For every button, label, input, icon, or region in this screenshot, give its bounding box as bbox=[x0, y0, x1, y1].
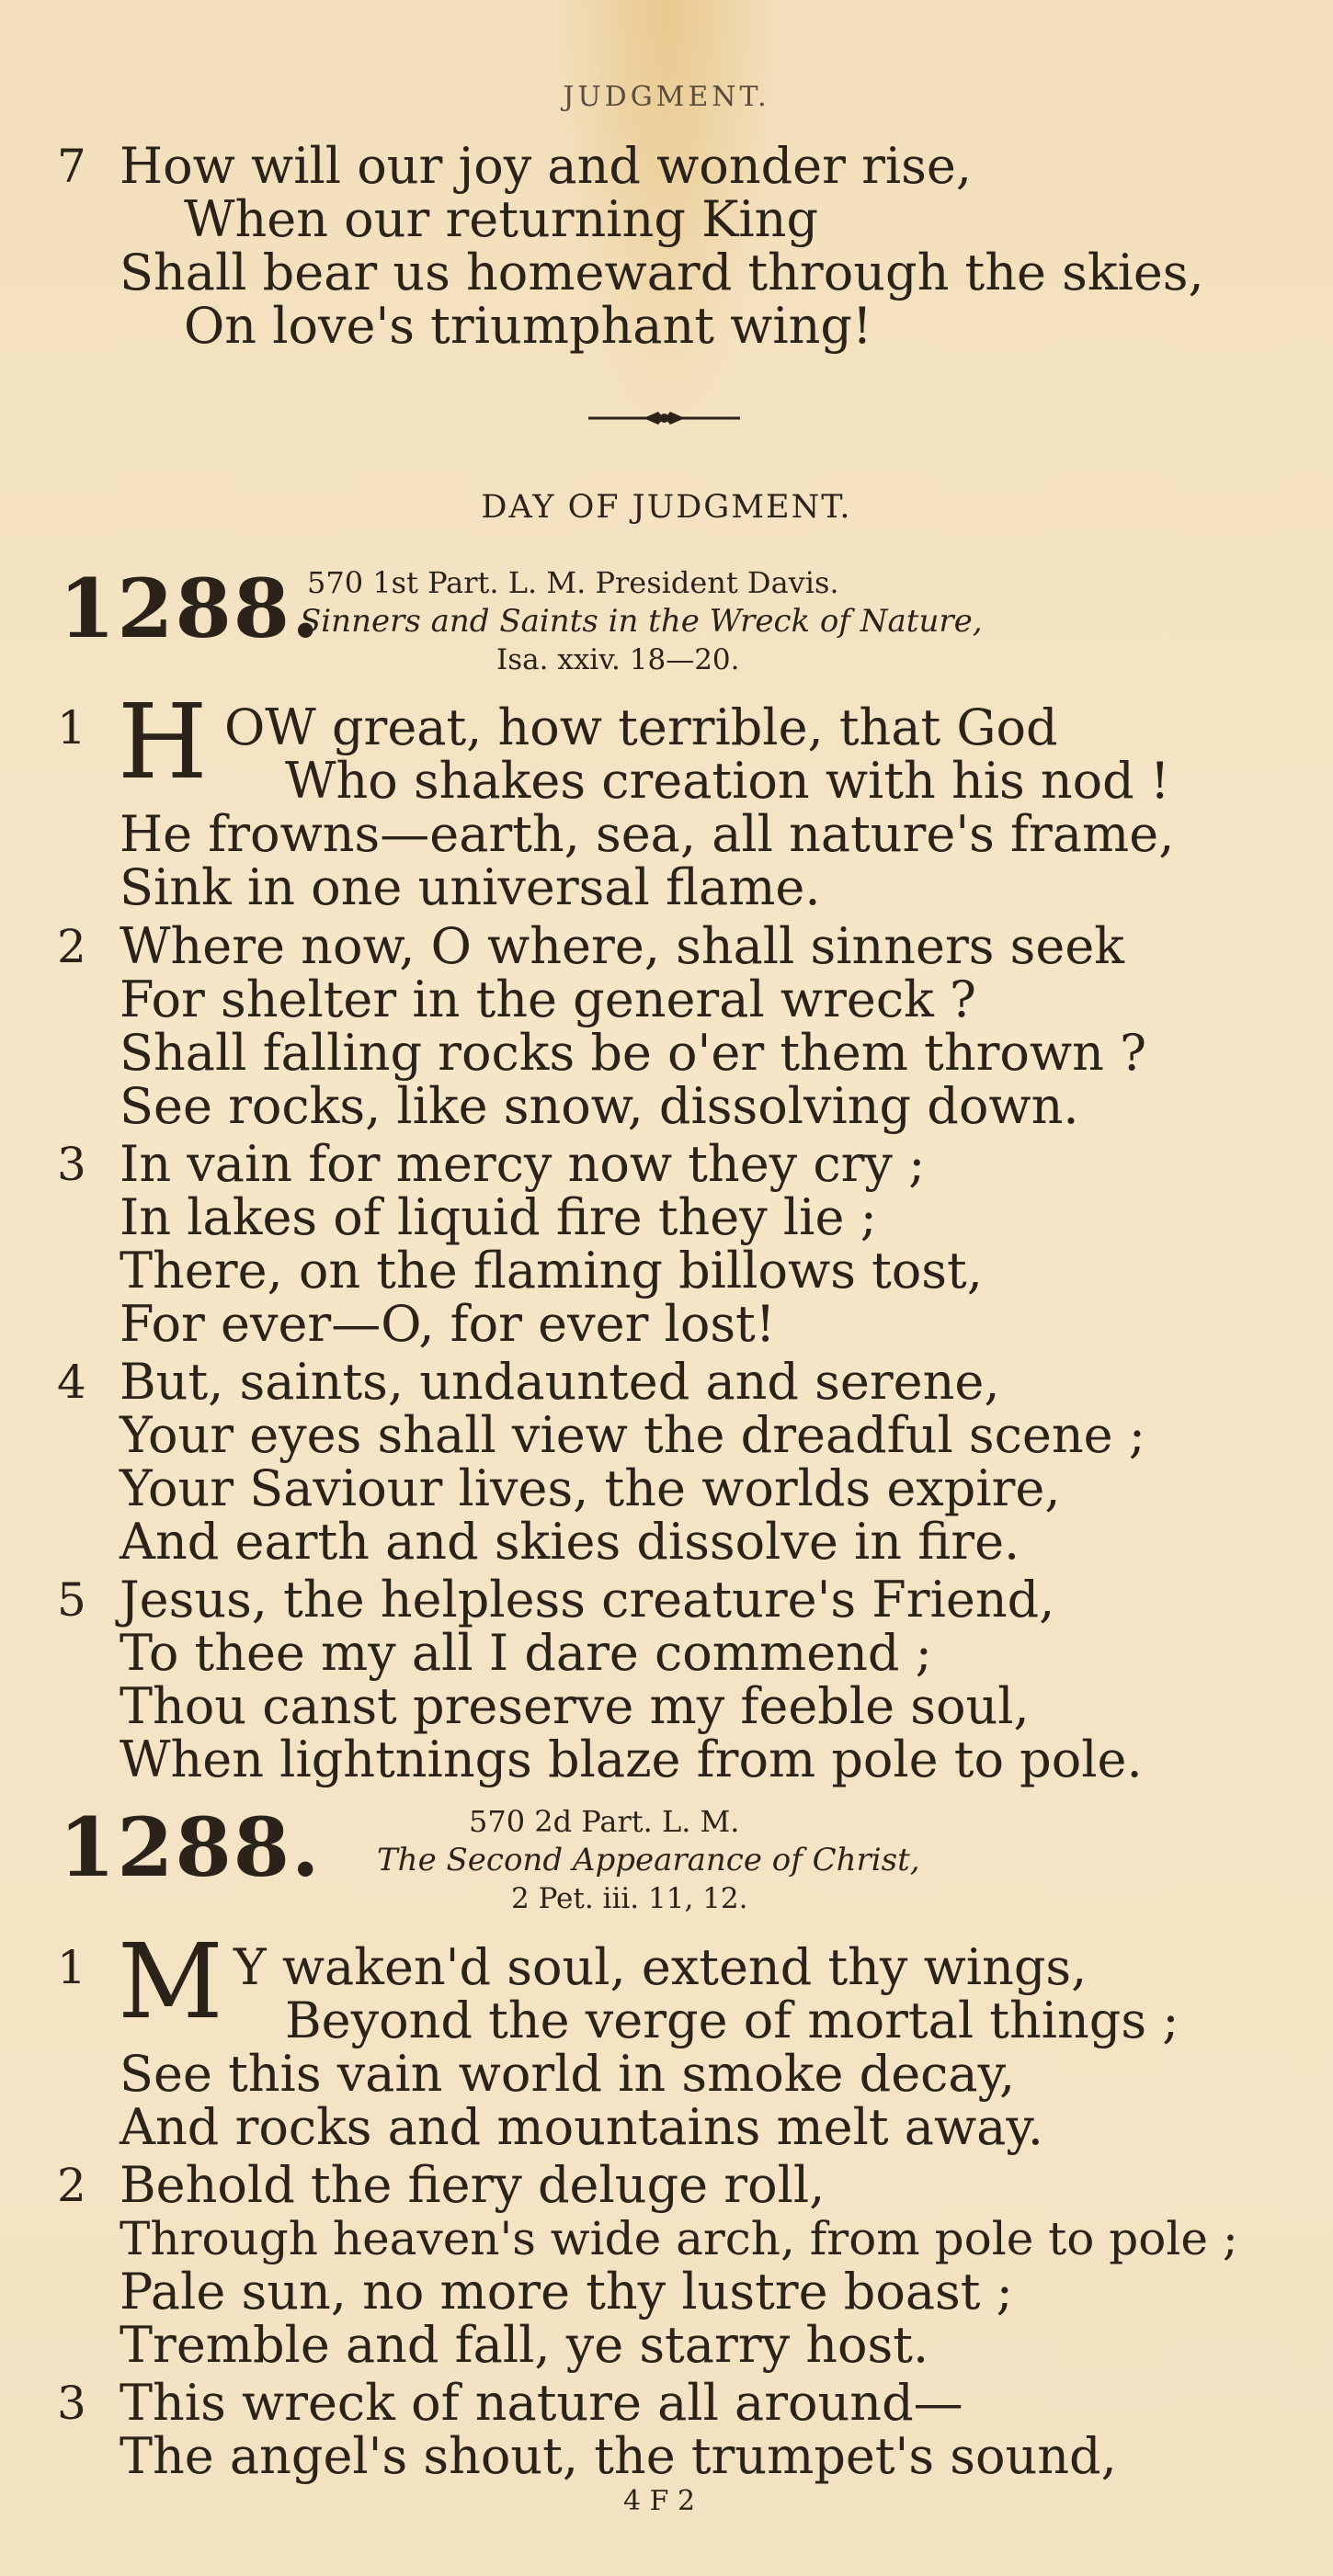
verse-line: In lakes of liquid fire they lie ; bbox=[120, 1188, 877, 1246]
section-title: DAY OF JUDGMENT. bbox=[481, 489, 852, 526]
verse-number: 5 bbox=[57, 1573, 86, 1627]
verse-line: Beyond the verge of mortal things ; bbox=[285, 1992, 1179, 2049]
verse-line: How will our joy and wonder rise, bbox=[120, 137, 973, 195]
verse-line: And earth and skies dissolve in fire. bbox=[120, 1513, 1020, 1571]
verse-line: This wreck of nature all around— bbox=[120, 2374, 963, 2432]
verse-line: For shelter in the general wreck ? bbox=[120, 970, 976, 1028]
verse-line: Tremble and fall, ye starry host. bbox=[120, 2316, 929, 2374]
drop-cap: H bbox=[118, 683, 208, 802]
verse-line: Thou canst preserve my feeble soul, bbox=[120, 1677, 1030, 1735]
printer-signature: 4 F 2 bbox=[623, 2485, 696, 2517]
hymn-scripture: Isa. xxiv. 18—20. bbox=[496, 643, 740, 676]
verse-number: 7 bbox=[57, 140, 86, 193]
verse-number: 4 bbox=[57, 1356, 86, 1409]
ornament-divider bbox=[588, 408, 740, 428]
verse-line: For ever—O, for ever lost! bbox=[120, 1295, 776, 1353]
verse-line: And rocks and mountains melt away. bbox=[120, 2098, 1043, 2156]
verse-line: In vain for mercy now they cry ; bbox=[120, 1135, 926, 1193]
verse-line: But, saints, undaunted and serene, bbox=[120, 1353, 1000, 1411]
hymn-scripture: 2 Pet. iii. 11, 12. bbox=[511, 1882, 748, 1915]
verse-line: Sink in one universal flame. bbox=[120, 858, 821, 916]
running-head: JUDGMENT. bbox=[563, 81, 770, 113]
verse-line: Through heaven's wide arch, from pole to pole ; bbox=[120, 2212, 1238, 2265]
verse-number: 2 bbox=[57, 920, 86, 973]
verse-line: Who shakes creation with his nod ! bbox=[285, 752, 1170, 810]
hymn-meta: 570 2d Part. L. M. bbox=[469, 1804, 740, 1839]
verse-line: See this vain world in smoke decay, bbox=[120, 2045, 1016, 2103]
verse-line: Shall bear us homeward through the skies, bbox=[120, 244, 1204, 301]
hymn-number: 1288. bbox=[59, 1799, 322, 1895]
drop-cap: M bbox=[118, 1923, 223, 2042]
hymn-number: 1288. bbox=[59, 561, 322, 656]
verse-line: Behold the fiery deluge roll, bbox=[120, 2156, 826, 2214]
verse-line: Pale sun, no more thy lustre boast ; bbox=[120, 2263, 1013, 2321]
verse-line: Where now, O where, shall sinners seek bbox=[120, 917, 1125, 975]
verse-line: He frowns—earth, sea, all nature's frame, bbox=[120, 805, 1175, 863]
verse-line: To thee my all I dare commend ; bbox=[120, 1624, 932, 1682]
verse-line: There, on the flaming billows tost, bbox=[120, 1242, 983, 1299]
hymn-meta: 570 1st Part. L. M. President Davis. bbox=[307, 565, 839, 600]
verse-line: When our returning King bbox=[184, 190, 819, 248]
verse-number: 3 bbox=[57, 1138, 86, 1191]
hymn-subtitle: Sinners and Saints in the Wreck of Nature, bbox=[300, 603, 983, 640]
verse-line: Your eyes shall view the dreadful scene ; bbox=[120, 1406, 1145, 1464]
verse-line: Shall falling rocks be o'er them thrown ? bbox=[120, 1024, 1147, 1082]
verse-line: Your Saviour lives, the worlds expire, bbox=[120, 1459, 1061, 1517]
verse-line: See rocks, like snow, dissolving down. bbox=[120, 1077, 1079, 1135]
verse-number: 1 bbox=[57, 701, 86, 755]
verse-line: OW great, how terrible, that God bbox=[224, 698, 1058, 756]
verse-line: On love's triumphant wing! bbox=[184, 297, 872, 355]
verse-number: 3 bbox=[57, 2377, 86, 2430]
hymn-subtitle: The Second Appearance of Christ, bbox=[377, 1842, 920, 1878]
verse-line: Jesus, the helpless creature's Friend, bbox=[120, 1571, 1055, 1628]
verse-line: The angel's shout, the trumpet's sound, bbox=[120, 2427, 1117, 2485]
verse-line: When lightnings blaze from pole to pole. bbox=[120, 1731, 1143, 1788]
verse-number: 2 bbox=[57, 2159, 86, 2212]
verse-number: 1 bbox=[57, 1941, 86, 1994]
verse-line: Y waken'd soul, extend thy wings, bbox=[234, 1938, 1088, 1996]
